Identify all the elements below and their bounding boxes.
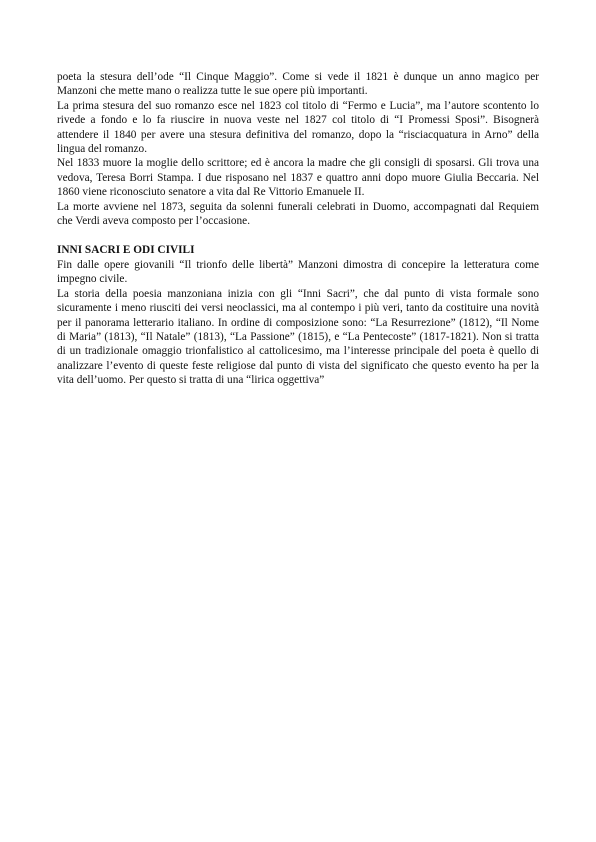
section-heading: INNI SACRI E ODI CIVILI bbox=[57, 244, 195, 257]
paragraph-death: La morte avviene nel 1873, seguita da solenni funerali celebrati in Duomo, accompagnati dal Requiem che Verdi aveva composto per l’occasione. bbox=[57, 200, 539, 228]
paragraph-second-marriage: Nel 1833 muore la moglie dello scrittore; ed è ancora la madre che gli consigli di sposarsi. Gli trova una vedova, Teresa Borri Stampa. I due risposano nel 1837 e quattro anni dopo muore Giulia Beccaria. Nel 1860 viene riconosciuto senatore a vita dal Re Vittorio Emanuele II. bbox=[57, 157, 539, 199]
paragraph-cinque-maggio: poeta la stesura dell’ode “Il Cinque Maggio”. Come si vede il 1821 è dunque un anno magico per Manzoni che mette mano o realizza tutte le sue opere più importanti. bbox=[57, 71, 539, 98]
paragraph-inni-sacri: La storia della poesia manzoniana inizia con gli “Inni Sacri”, che dal punto di vista formale sono sicuramente i meno riusciti dei versi neoclassici, ma al contempo i più veri, tanto da costituire una novità per il panorama letterario italiano. In ordine di composizione sono: “La Resurrezione” (1812), “Il Nome di Maria” (1813), “Il Natale” (1813), “La Passione” (1815), e “La Pentecoste” (1817-1821). Non si tratta di un tradizionale omaggio trionfalistico al cattolicesimo, ma l’interesse principale del poeta è quello di analizzare l’evento di queste feste religiose dal punto di vista del significato che questo evento ha per la vita dell’uomo. Per questo si tratta di una “lirica oggettiva” bbox=[57, 287, 539, 387]
paragraph-promessi-sposi: La prima stesura del suo romanzo esce nel 1823 col titolo di “Fermo e Lucia”, ma l’autore scontento lo rivede a fondo e lo fa riuscire in nuova veste nel 1827 col titolo di “I Promessi Sposi”. Bisognerà attendere il 1840 per avere una stesura definitiva del romanzo, dopo la “risciacquatura in Arno” della lingua del romanzo. bbox=[57, 99, 539, 156]
paragraph-civil-commitment: Fin dalle opere giovanili “Il trionfo delle libertà” Manzoni dimostra di concepire la letteratura come impegno civile. bbox=[57, 258, 539, 286]
document-page bbox=[57, 70, 539, 388]
